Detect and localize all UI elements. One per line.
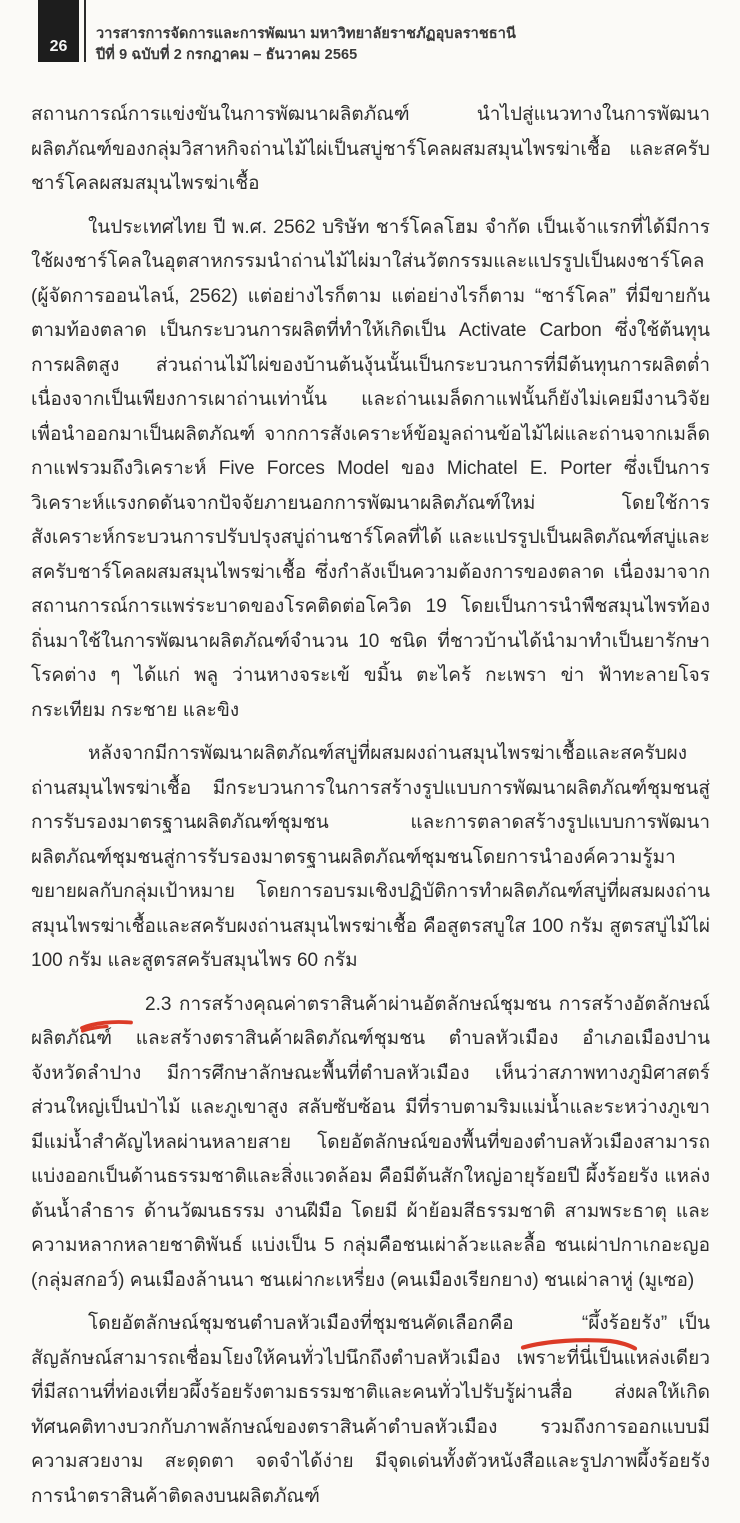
journal-title: วารสารการจัดการและการพัฒนา มหาวิทยาลัยราชภัฏอุบลราชธานี [96,26,516,42]
section-number-text: 2.3 [145,993,172,1015]
paragraph-4-text: การสร้างคุณค่าตราสินค้าผ่านอัตลักษณ์ชุมชน การสร้างอัตลักษณ์ผลิตภัณฑ์ และสร้างตราสินค้าผลิตภัณฑ์ชุมชน ตำบลหัวเมือง อำเภอเมืองปาน จังหวัดลำปาง มีการศึกษาลักษณะพื้นที่ตำบลหัวเมือง เห็นว่าสภาพทางภูมิศาสตร์ ส่วนใหญ่เป็นป่าไม้ และภูเขาสูง สลับซับซ้อน มีที่ราบตามริมแม่น้ำและระหว่างภูเขา มีแม่น้ำสำคัญไหลผ่านหลายสาย โดยอัตลักษณ์ของพื้นที่ของตำบลหัวเมืองสามารถแบ่งออกเป็นด้านธรรมชาติและสิ่งแวดล้อม คือมีต้นสักใหญ่อายุร้อยปี ผึ้งร้อยรัง แหล่งต้นน้ำลำธาร ด้านวัฒนธรรม งานฝีมือ โดยมี ผ้าย้อมสีธรรมชาติ สามพระธาตุ และความหลากหลายชาติพันธ์ แบ่งเป็น 5 กลุ่มคือชนเผ่าล้วะและลื้อ ชนเผ่าปกาเกอะญอ (กลุ่มสกอว์) คนเมืองล้านนา ชนเผ่ากะเหรี่ยง (คนเมืองเรียกยาง) ชนเผ่าลาหู่ (มูเซอ) [31,993,710,1291]
page-number: 26 [49,38,68,55]
highlighted-phrase-text: “ผึ้งร้อยรัง” [581,1313,668,1334]
red-underlined-phrase [525,1307,667,1342]
header-divider [84,0,86,62]
paragraph-3: หลังจากมีการพัฒนาผลิตภัณฑ์สบู่ที่ผสมผงถ่านสมุนไพรฆ่าเชื้อและสครับผงถ่านสมุนไพรฆ่าเชื้อ มีกระบวนการในการสร้างรูปแบบการพัฒนาผลิตภัณฑ์ชุมชนสู่การรับรองมาตรฐานผลิตภัณฑ์ชุมชน และการตลาดสร้างรูปแบบการพัฒนาผลิตภัณฑ์ชุมชนสู่การรับรองมาตรฐานผลิตภัณฑ์ชุมชนโดยการนำองค์ความรู้มาขยายผลกับกลุ่มเป้าหมาย โดยการอบรมเชิงปฏิบัติการทำผลิตภัณฑ์สบู่ที่ผสมผงถ่านสมุนไพรฆ่าเชื้อและสครับผงถ่านสมุนไพรฆ่าเชื้อ คือสูตรสบูใส 100 กรัม สูตรสบู่ไม้ไผ่ 100 กรัม และสูตรสครับสมุนไพร 60 กรัม [31,743,710,971]
paragraph-5-pre-text: โดยอัตลักษณ์ชุมชนตำบลหัวเมืองที่ชุมชนคัดเลือกคือ [88,1313,525,1334]
paragraph-1: สถานการณ์การแข่งขันในการพัฒนาผลิตภัณฑ์ นำไปสู่แนวทางในการพัฒนาผลิตภัณฑ์ของกลุ่มวิสาหกิจถ่านไม้ไผ่เป็นสบู่ชาร์โคลผสมสมุนไพรฆ่าเชื้อ และสครับชาร์โคลผสมสมุนไพรฆ่าเชื้อ [31,104,710,194]
article-body [31,98,710,1523]
paragraph-5-post-text: เป็นสัญลักษณ์สามารถเชื่อมโยงให้คนทั่วไปนึกถึงตำบลหัวเมือง เพราะที่นี่เป็นแหล่งเดียวที่มีสถานที่ท่องเที่ยวผึ้งร้อยรังตามธรรมชาติและคนทั่วไปรับรู้ผ่านสื่อ ส่งผลให้เกิดทัศนคติทางบวกกับภาพลักษณ์ของตราสินค้าตำบลหัวเมือง รวมถึงการออกแบบมีความสวยงาม สะดุดตา จดจำได้ง่าย มีจุดเด่นทั้งตัวหนังสือและรูปภาพผึ้งร้อยรัง การนำตราสินค้าติดลงบนผลิตภัณฑ์ [31,1313,710,1507]
page-header [0,0,740,100]
paragraph-5 [31,1307,710,1514]
journal-issue-line: ปีที่ 9 ฉบับที่ 2 กรกฎาคม – ธันวาคม 2565 [96,47,358,63]
red-underlined-section-number [88,988,171,1023]
journal-header-text [96,24,516,66]
paragraph-4-section-2-3 [31,988,710,1299]
paragraph-2: ในประเทศไทย ปี พ.ศ. 2562 บริษัท ชาร์โคลโฮม จำกัด เป็นเจ้าแรกที่ได้มีการใช้ผงชาร์โคลในอุตสาหกรรมนำถ่านไม้ไผ่มาใส่นวัตกรรมและแปรรูปเป็นผงชาร์โคล (ผู้จัดการออนไลน์, 2562) แต่อย่างไรก็ตาม แต่อย่างไรก็ตาม “ชาร์โคล” ที่มีขายกันตามท้องตลาด เป็นกระบวนการผลิตที่ทำให้เกิดเป็น Activate Carbon ซึ่งใช้ต้นทุนการผลิตสูง ส่วนถ่านไม้ไผ่ของบ้านต้นงุ้นนั้นเป็นกระบวนการที่มีต้นทุนการผลิตต่ำ เนื่องจากเป็นเพียงการเผาถ่านเท่านั้น และถ่านเมล็ดกาแฟนั้นก็ยังไม่เคยมีงานวิจัยเพื่อนำออกมาเป็นผลิตภัณฑ์ จากการสังเคราะห์ข้อมูลถ่านข้อไม้ไผ่และถ่านจากเมล็ดกาแฟรวมถึงวิเคราะห์ Five Forces Model ของ Michatel E. Porter ซึ่งเป็นการวิเคราะห์แรงกดดันจากปัจจัยภายนอกการพัฒนาผลิตภัณฑ์ใหม่ โดยใช้การสังเคราะห์กระบวนการปรับปรุงสบู่ถ่านชาร์โคลที่ได้ และแปรรูปเป็นผลิตภัณฑ์สบู่และสครับชาร์โคลผสมสมุนไพรฆ่าเชื้อ ซึ่งกำลังเป็นความต้องการของตลาด เนื่องมาจากสถานการณ์การแพร่ระบาดของโรคติดต่อโควิด 19 โดยเป็นการนำพืชสมุนไพรท้องถิ่นมาใช้ในการพัฒนาผลิตภัณฑ์จำนวน 10 ชนิด ที่ชาวบ้านได้นำมาทำเป็นยารักษาโรคต่าง ๆ ได้แก่ พลู ว่านหางจระเข้ ขมิ้น ตะไคร้ กะเพรา ข่า ฟ้าทะลายโจร กระเทียม กระชาย และขิง [31,216,710,721]
page-number-box [38,0,79,62]
